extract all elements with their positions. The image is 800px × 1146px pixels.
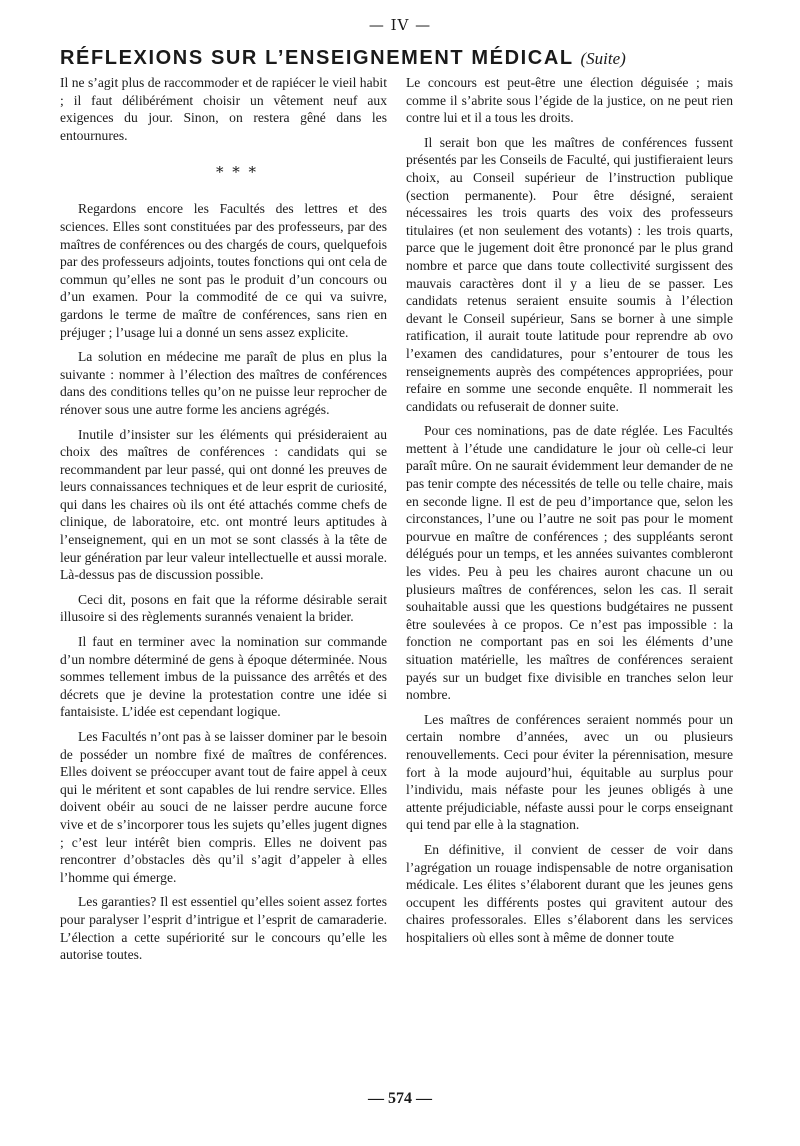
paragraph: La solution en médecine me paraît de plus en plus la suivante : nommer à l’élection des maîtres de conférences dans des conditions telles qu’on ne puisse leur reprocher de rénover sous une autre forme les anciens agrégés.	[60, 349, 387, 417]
paragraph: Il serait bon que les maîtres de conférences fussent présentés par les Conseils de Faculté, qui justifieraient leurs choix, au Conseil supérieur de l’instruction publique (section permanente). Pour être désigné, seraient nécessaires les trois quarts des voix des professeurs titulaires (et non seulement des votants) : les trois quarts, parce que le jugement doit être prononcé par le plus grand nombre et parce que dans toute collectivité surgissent des mauvais caractères dont il y a lieu de se passer. Les candidats retenus seraient ensuite soumis à l’élection devant le Conseil supérieur, Sans se borner à une simple ratification, il aurait toute latitude pour reprendre ab ovo l’examen des candidatures, pour s’entourer de tous les renseignements auprès des compétences appropriées, pour refaire en somme une seconde enquête. Il nommerait les candidats ou refuserait de donner suite.	[406, 134, 733, 414]
paragraph: Les Facultés n’ont pas à se laisser dominer par le besoin de posséder un nombre fixé de maîtres de conférences. Elles doivent se préoccuper avant tout de faire appel à ceux qui le méritent et sont capables de lui rendre service. Elles doivent obéir au souci de ne laisser perdre aucune force vive et de s’incorporer tous les sujets qu’elles jugent dignes ; c’est leur intérêt bien compris. Elles ne doivent pas rencontrer d’obstacles dès qu’il s’agit d’appeler à elles l’homme qui émerge.	[60, 729, 387, 885]
suite-label: (Suite)	[580, 49, 626, 68]
paragraph: Il ne s’agit plus de raccommoder et de rapiécer le vieil habit ; il faut délibérément choisir un vêtement neuf aux exigences du jour. Sinon, on restera gêné dans les entournures.	[60, 75, 387, 143]
article-heading	[60, 47, 750, 70]
left-column	[60, 74, 387, 971]
paragraph: Inutile d’insister sur les éléments qui présideraient au choix des maîtres de conférences : candidats qui se recommandent par leur passé, qui ont donné les preuves de leurs connaissances techniques et de leur esprit de curiosité, qui dans les chaires où ils ont été attachés comme chefs de clinique, de laboratoire, etc. ont montré leurs aptitudes à l’enseignement, qui en un mot se sont classés à la tête de leur génération par leur valeur intellectuelle et aussi morale. Là-dessus pas de discussion possible.	[60, 426, 387, 583]
paragraph: Pour ces nominations, pas de date réglée. Les Facultés mettent à l’étude une candidature le jour où celle-ci leur paraît mûre. On ne saurait évidemment leur demander de ne pas tenir compte des nécessités de telle ou telle chaire, mais en seconde ligne. Il est de peu d’importance que, selon les circonstances, l’une ou l’autre ne soit pas pour le moment pourvue en maître de conférences ; des suppléants seront délégués pour un temps, et les années suivantes combleront les vides. Peu à peu les chaires auront chacune un ou plusieurs maîtres de conférences, selon les cas. Il serait souhaitable aussi que les questions budgétaires ne pussent être soulevées à ce propos. Ce n’est pas impossible : la fonction ne comportant pas en soi les éléments d’une situation matérielle, les maîtres de conférences seraient payés sur un budget fixe divisible en tranches selon leur nombre.	[406, 423, 733, 703]
article-title: RÉFLEXIONS SUR L’ENSEIGNEMENT MÉDICAL	[60, 47, 574, 69]
section-separator: * * *	[216, 163, 259, 181]
right-column	[406, 74, 733, 954]
paragraph: Regardons encore les Facultés des lettres et des sciences. Elles sont constituées par des professeurs, par des maîtres de conférences ou des chargés de cours, quelquefois par des professeurs adjoints, toutes fonctions qui ont cela de commun qu’elles ne sont pas le produit d’un concours ou d’un examen. Pour la commodité de ce qui va suivre, gardons le terme de maître de conférences, sans rien en préjuger ; l’usage lui a donné un sens assez explicite.	[60, 201, 388, 340]
page-number-roman: — IV —	[368, 16, 432, 34]
paragraph: Ceci dit, posons en fait que la réforme désirable serait illusoire si des règlements surannés venaient la brider.	[60, 591, 387, 625]
paragraph: Il faut en terminer avec la nomination sur commande d’un nombre déterminé de gens à époque déterminée. Nous sommes tellement imbus de la puissance des arrêtés et des décrets que je devine la protestation contre une idée si fantaisiste. L’idée est cependant logique.	[60, 634, 387, 720]
paragraph: Les garanties? Il est essentiel qu’elles soient assez fortes pour paralyser l’esprit d’intrigue et l’esprit de camaraderie. L’élection a cette supériorité sur le concours qu’elle les autorise toutes.	[60, 894, 387, 963]
paragraph: En définitive, il convient de cesser de voir dans l’agrégation un rouage indispensable de notre organisation médicale. Les élites s’élaborent durant que les jeunes gens occupent les différents postes qui gravitent autour des chaires professorales. Elles s’élaborent dans les services hospitaliers où elles sont à même de donner toute	[406, 841, 733, 945]
page-number: — 574 —	[368, 1090, 432, 1107]
paragraph: Les maîtres de conférences seraient nommés pour un certain nombre d’années, avec un ou plusieurs renouvellements. Ceci pour éviter la pérennisation, mesure fort à la mode aujourd’hui, équitable au surplus pour l’individu, mais néfaste pour les jeunes obligés à une attente préjudiciable, néfaste aussi pour le corps enseignant qui tend par elle à la stagnation.	[406, 711, 733, 833]
paragraph: Le concours est peut-être une élection déguisée ; mais comme il s’abrite sous l’égide de la justice, on ne peut rien contre lui et il a tous les droits.	[406, 75, 733, 126]
